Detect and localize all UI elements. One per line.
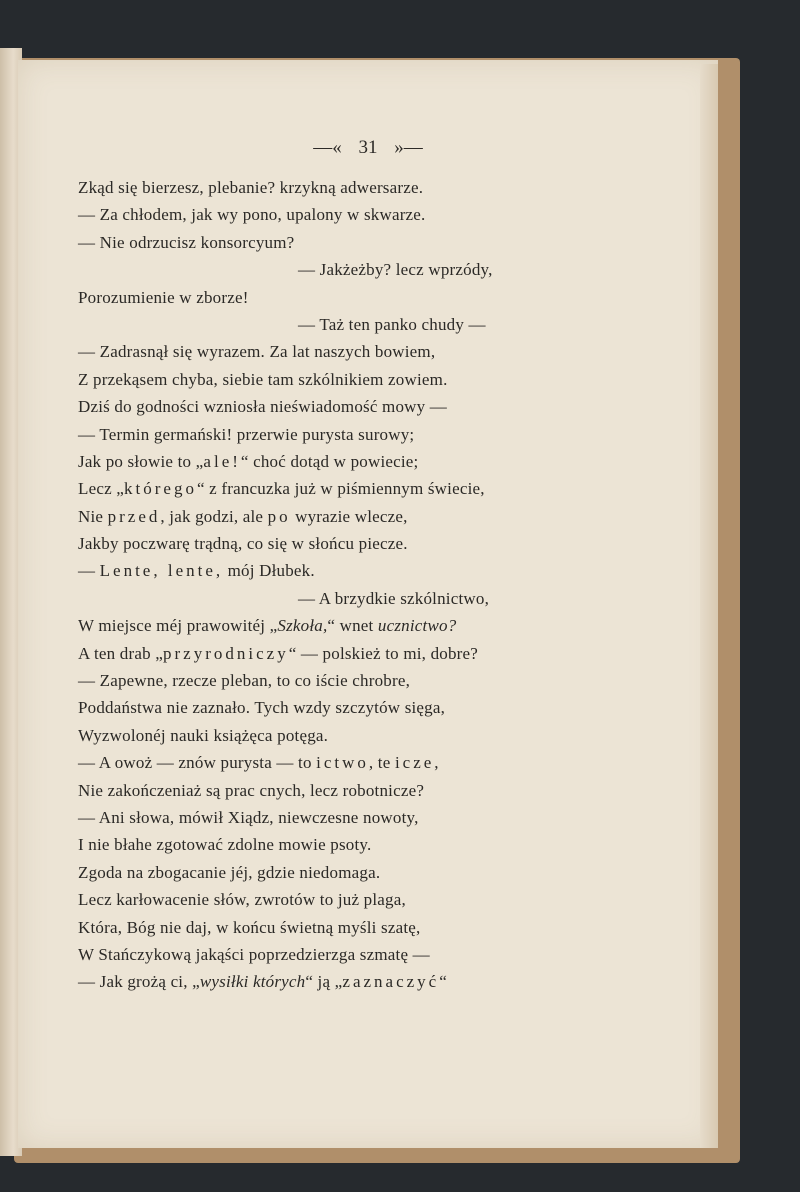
header-ornament-left: —« [313,137,342,158]
poem-line: Nie zakończeniaż są prac cnych, lecz robotnicze? [78,780,425,800]
poem-line: Która, Bóg nie daj, w końcu świetną myśli szatę, [78,917,421,937]
poem-line: Dziś do godności wzniosła nieświadomość mowy — [78,397,447,417]
poem-line: Z przekąsem chyba, siebie tam szkólnikiem zowiem. [78,369,448,389]
poem-line: Poddaństwa nie zaznało. Tych wzdy szczytów sięga, [78,698,446,718]
poem-line: W miejsce méj prawowitéj „Szkoła,“ wnet ucznictwo? [78,616,457,636]
poem-line: Lecz „którego“ z francuzka już w piśmiennym świecie, [78,479,485,499]
poem-text [78,174,578,996]
header-ornament-right: »— [394,137,423,158]
poem-line: — Termin germański! przerwie purysta surowy; [78,424,415,444]
book-page [18,60,718,1148]
poem-line: — Zadrasnął się wyrazem. Za lat naszych bowiem, [78,342,436,362]
poem-line: — Jakżeżby? lecz wprzódy, [298,260,493,280]
page-edge [700,64,718,1148]
poem-line: Zkąd się bierzesz, plebanie? krzykną adwersarze. [78,178,424,197]
poem-line: Porozumienie w zborze! [78,287,249,307]
poem-line: Jakby poczwarę trądną, co się w słońcu piecze. [78,534,408,554]
poem-line: Zgoda na zbogacanie jéj, gdzie niedomaga. [78,862,381,882]
poem-line: A ten drab „przyrodniczy“ — polskież to mi, dobre? [78,643,479,663]
poem-line: — A brzydkie szkólnictwo, [298,588,490,608]
poem-line: — Zapewne, rzecze pleban, to co iście chrobre, [78,671,411,691]
poem-line: Wyzwolonéj nauki książęca potęga. [78,725,329,745]
poem-line: W Stańczykową jakąści poprzedzierzga szmatę — [78,944,430,964]
poem-line: I nie błahe zgotować zdolne mowie psoty. [78,835,372,855]
poem-line: Lecz karłowacenie słów, zwrotów to już plaga, [78,890,406,910]
poem-line: — A owoż — znów purysta — to ictwo, te icze, [78,753,439,773]
poem-line: Nie przed, jak godzi, ale po wyrazie wlecze, [78,506,408,526]
poem-line: — Ani słowa, mówił Xiądz, niewczesne nowoty, [78,807,419,827]
poem-line: — Za chłodem, jak wy pono, upalony w skwarze. [78,205,426,225]
poem-line: Jak po słowie to „ale!“ choć dotąd w powiecie; [78,451,419,471]
poem-line: — Lente, lente, mój Dłubek. [78,561,315,581]
poem-line: — Taż ten panko chudy — [298,314,486,334]
page-number: 31 [358,137,378,158]
poem-line: — Nie odrzucisz konsorcyum? [78,232,295,252]
page-header [18,137,718,159]
poem-line: — Jak grożą ci, „wysiłki których“ ją „zaznaczyć“ [78,972,447,992]
